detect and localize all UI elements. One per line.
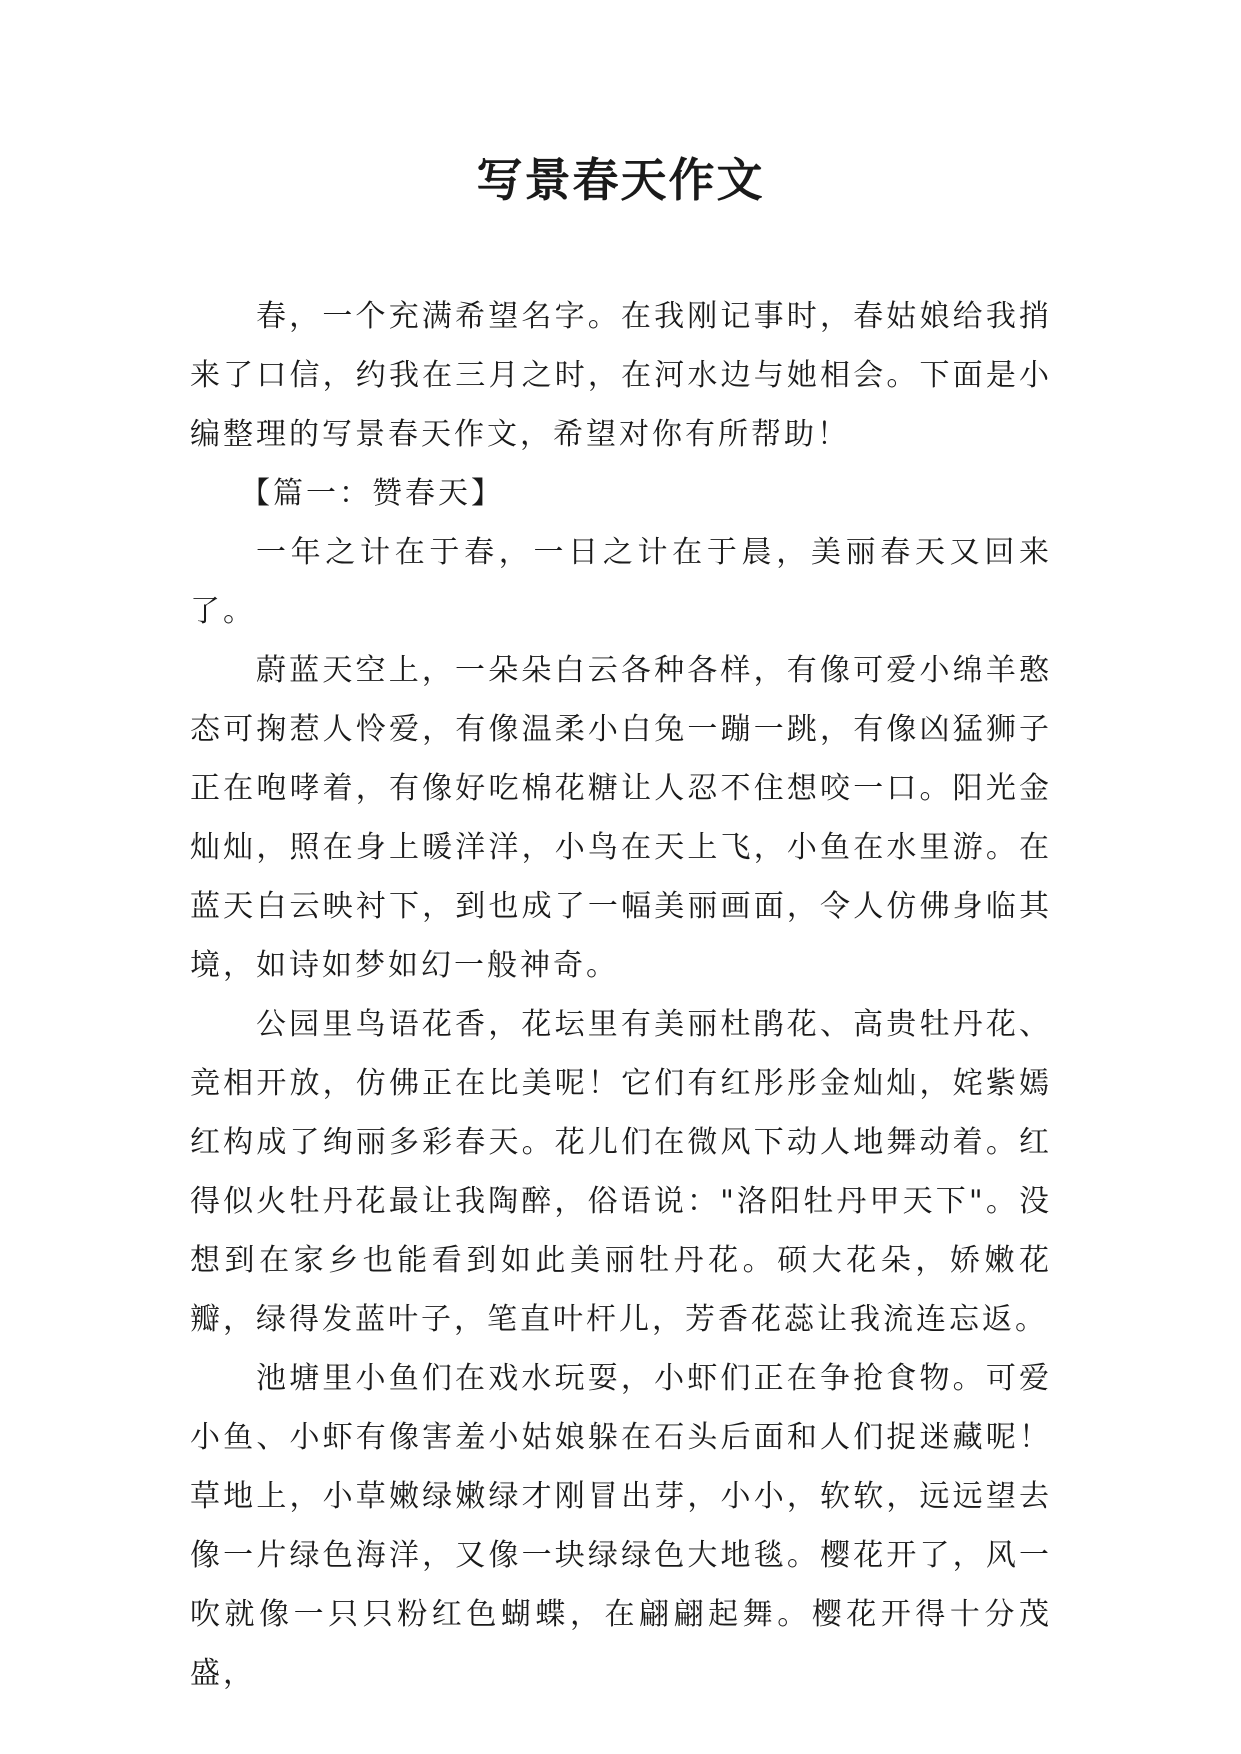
paragraph-1: 一年之计在于春，一日之计在于晨，美丽春天又回来了。 [190,535,1052,629]
paragraph-3: 公园里鸟语花香，花坛里有美丽杜鹃花、高贵牡丹花、竞相开放，仿佛正在比美呢！它们有红彤彤金灿灿，姹紫嫣红构成了绚丽多彩春天。花儿们在微风下动人地舞动着。红得似火牡丹花最让我陶醉，俗语说："洛阳牡丹甲天下"。没想到在家乡也能看到如此美丽牡丹花。硕大花朵，娇嫩花瓣，绿得发蓝叶子，笔直叶杆儿，芳香花蕊让我流连忘返。 [190,1007,1052,1337]
document-body [190,287,1052,1703]
document-title: 写景春天作文 [476,153,765,207]
section-heading: 【篇一：赞春天】 [240,476,504,511]
paragraph-2: 蔚蓝天空上，一朵朵白云各种各样，有像可爱小绵羊憨态可掬惹人怜爱，有像温柔小白兔一蹦一跳，有像凶猛狮子正在咆哮着，有像好吃棉花糖让人忍不住想咬一口。阳光金灿灿，照在身上暖洋洋，小鸟在天上飞，小鱼在水里游。在蓝天白云映衬下，到也成了一幅美丽画面，令人仿佛身临其境，如诗如梦如幻一般神奇。 [190,653,1052,983]
intro-paragraph: 春，一个充满希望名字。在我刚记事时，春姑娘给我捎来了口信，约我在三月之时，在河水边与她相会。下面是小编整理的写景春天作文，希望对你有所帮助！ [190,299,1052,452]
paragraph-4: 池塘里小鱼们在戏水玩耍，小虾们正在争抢食物。可爱小鱼、小虾有像害羞小姑娘躲在石头后面和人们捉迷藏呢！草地上，小草嫩绿嫩绿才刚冒出芽，小小，软软，远远望去像一片绿色海洋，又像一块绿绿色大地毯。樱花开了，风一吹就像一只只粉红色蝴蝶，在翩翩起舞。樱花开得十分茂盛， [190,1361,1052,1691]
